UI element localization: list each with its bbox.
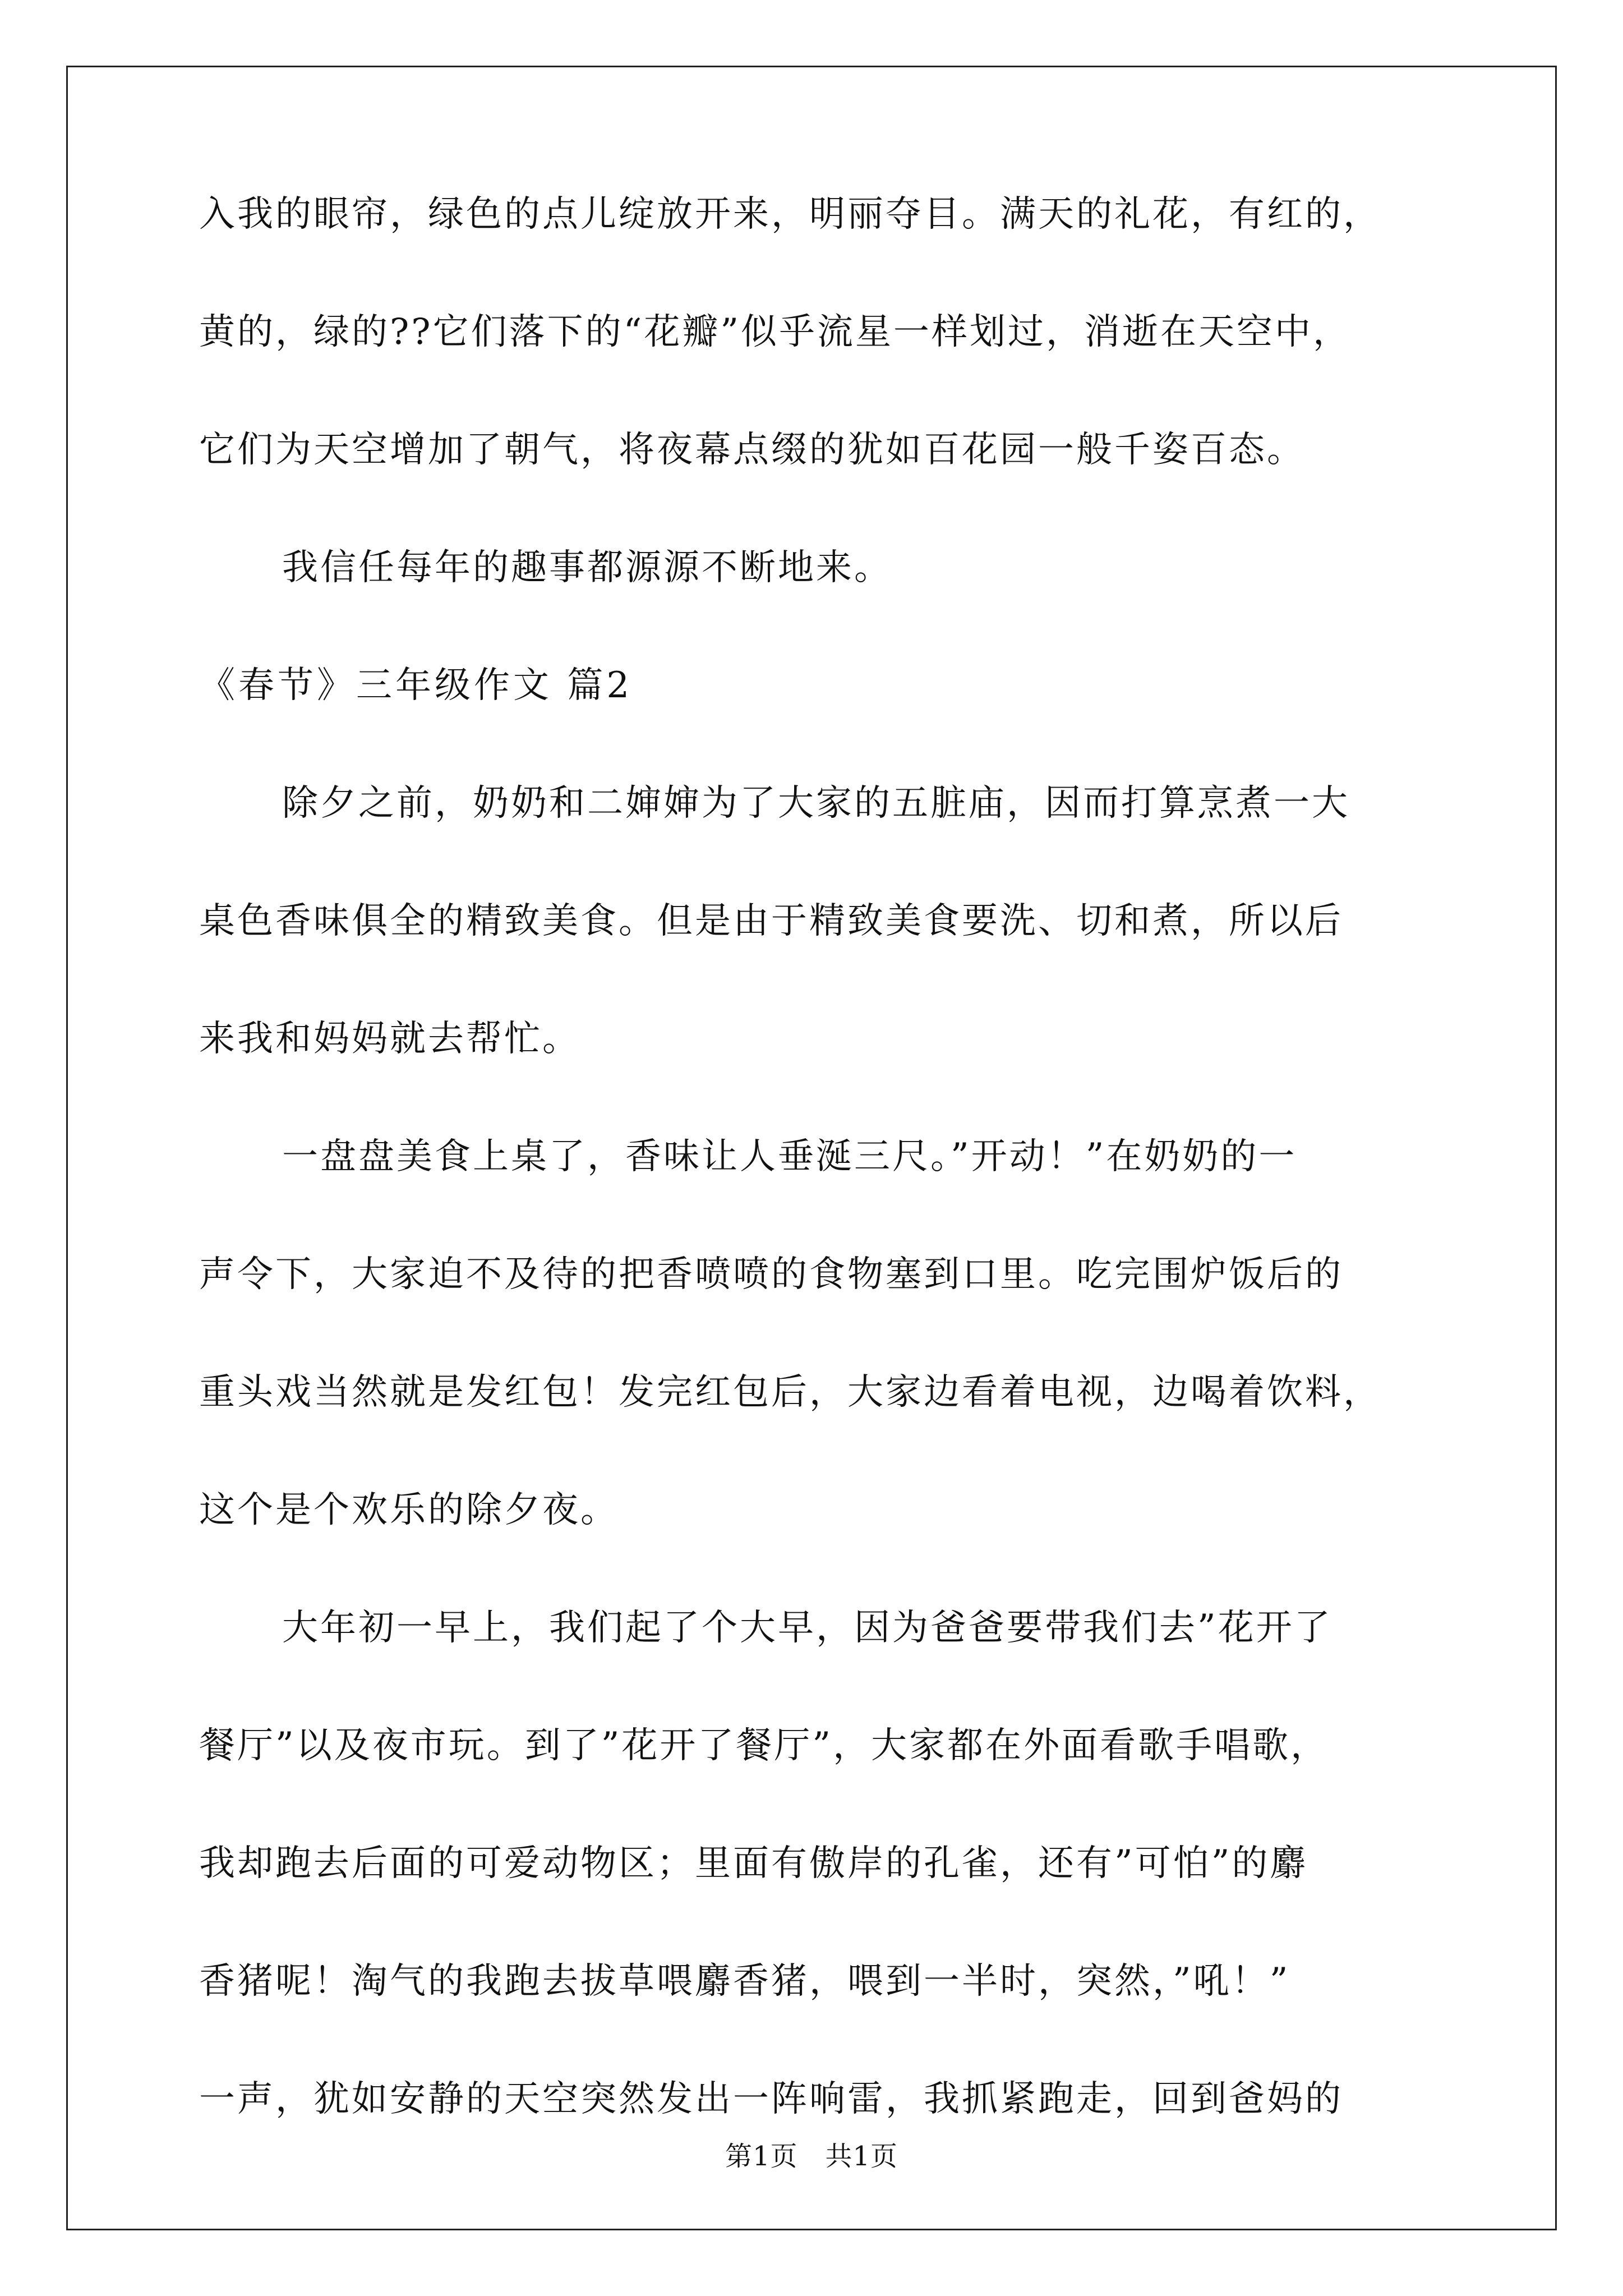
text-line: 入我的眼帘，绿色的点儿绽放开来，明丽夺目。满天的礼花，有红的， <box>199 194 1381 235</box>
text-line: 来我和妈妈就去帮忙。 <box>199 1018 580 1060</box>
text-line: 大年初一早上，我们起了个大早，因为爸爸要带我们去”花开了 <box>282 1607 1332 1649</box>
text-line: 除夕之前，奶奶和二婶婶为了大家的五脏庙，因而打算烹煮一大 <box>282 783 1350 824</box>
text-line: 我信任每年的趣事都源源不断地来。 <box>282 547 892 588</box>
text-line: 一声，犹如安静的天空突然发出一阵响雷，我抓紧跑走，回到爸妈的 <box>199 2078 1343 2120</box>
text-line: 我却跑去后面的可爱动物区；里面有傲岸的孔雀，还有”可怕”的麝 <box>199 1843 1308 1884</box>
page-number-footer: 第1页 共1页 <box>725 2141 898 2172</box>
text-line: 一盘盘美食上桌了，香味让人垂涎三尺。”开动！”在奶奶的一 <box>282 1136 1297 1177</box>
text-line: 声令下，大家迫不及待的把香喷喷的食物塞到口里。吃完围炉饭后的 <box>199 1254 1343 1295</box>
text-line: 这个是个欢乐的除夕夜。 <box>199 1489 619 1531</box>
text-line: 重头戏当然就是发红包！发完红包后，大家边看着电视，边喝着饮料， <box>199 1372 1381 1413</box>
text-line: 黄的，绿的??它们落下的“花瓣”似乎流星一样划过，消逝在天空中， <box>199 311 1352 353</box>
text-line: 餐厅”以及夜市玩。到了”花开了餐厅”，大家都在外面看歌手唱歌， <box>199 1725 1329 1766</box>
text-line: 它们为天空增加了朝气，将夜幕点缀的犹如百花园一般千姿百态。 <box>199 429 1305 471</box>
text-line: 香猪呢！淘气的我跑去拔草喂麝香猪，喂到一半时，突然，”吼！” <box>199 1961 1290 2002</box>
text-line: 桌色香味俱全的精致美食。但是由于精致美食要洗、切和煮，所以后 <box>199 900 1343 942</box>
section-heading: 《春节》三年级作文 篇2 <box>199 665 633 706</box>
